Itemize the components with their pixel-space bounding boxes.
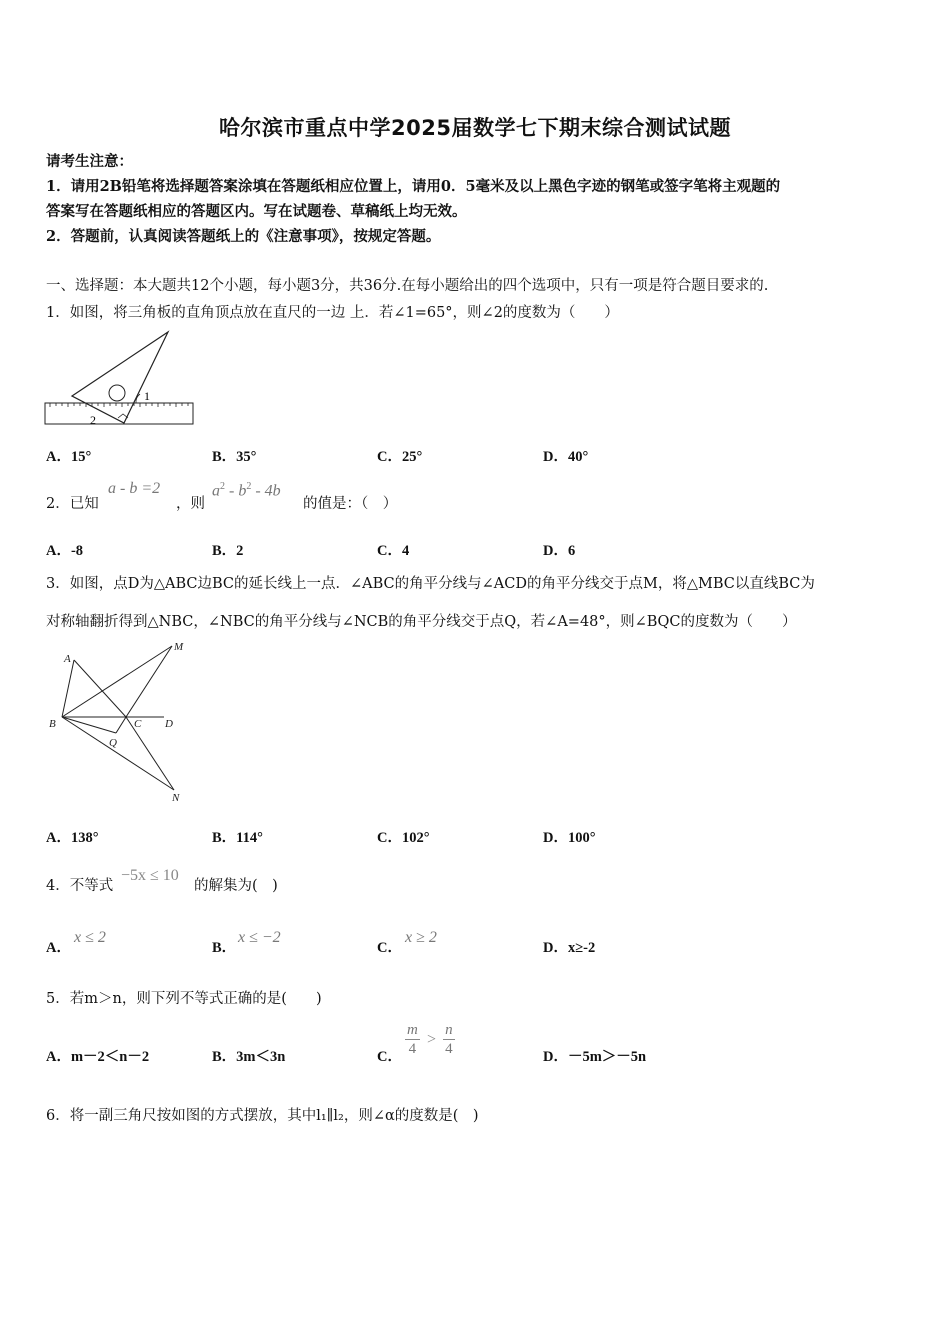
q4-option-d[interactable]: D．x≥-2 [543,940,596,956]
q6-stem: 6．将一副三角尺按如图的方式摆放，其中l₁∥l₂，则∠α的度数是( ) [46,1108,479,1124]
q3-option-a[interactable]: A．138° [46,830,99,846]
page-title: 哈尔滨市重点中学2025届数学七下期末综合测试试题 [219,116,731,140]
q3-stem-line-2: 对称轴翻折得到△NBC，∠NBC的角平分线与∠NCB的角平分线交于点Q，若∠A=48°，则∠BQC的度数为（ ） [46,614,797,630]
q3-label-b: B [49,718,56,730]
q2-math-2: $a^2 - b^2 - 4b$ [212,481,281,500]
notice-heading: 请考生注意： [46,153,133,170]
q5-stem: 5．若m＞n，则下列不等式正确的是( ) [46,991,322,1007]
q4-math: −5x ≤ 10 [121,867,179,884]
q2-stem-post: 的值是：（ ） [303,496,398,512]
q5-option-b[interactable]: B．3m＜3n [212,1049,286,1065]
section-heading: 一、选择题：本大题共12个小题，每小题3分，共36分.在每小题给出的四个选项中，只有一项是符合题目要求的. [46,278,769,294]
notice-line-1: 1．请用2B铅笔将选择题答案涂填在答题纸相应位置上，请用0．5毫米及以上黑色字迹的钢笔或签字笔将主观题的 [46,178,781,195]
q1-fig-label-1: 1 [144,389,150,403]
q3-option-d[interactable]: D．100° [543,830,596,846]
q4-option-c-math: x ≥ 2 [405,929,437,946]
q2-option-b[interactable]: B．2 [212,543,244,559]
q4-option-b-label[interactable]: B． [212,940,237,956]
q4-option-a-math: x ≤ 2 [74,929,106,946]
q1-figure [40,326,200,431]
q5-option-c-label[interactable]: C． [377,1049,402,1065]
q2-option-c[interactable]: C．4 [377,543,410,559]
notice-line-3: 2．答题前，认真阅读答题纸上的《注意事项》，按规定答题。 [46,228,441,245]
q3-label-m: M [174,641,184,653]
q3-label-c: C [134,718,142,730]
q3-label-a: A [64,653,71,665]
q3-label-q: Q [109,737,117,749]
q3-stem-line-1: 3．如图，点D为△ABC边BC的延长线上一点．∠ABC的角平分线与∠ACD的角平分线交于点M，将△MBC以直线BC为 [46,576,815,592]
q2-math-1: a - b =2 [108,480,161,497]
q3-option-c[interactable]: C．102° [377,830,430,846]
q4-stem-post: 的解集为( ) [194,878,278,894]
q1-option-c[interactable]: C．25° [377,449,423,465]
q5-option-a[interactable]: A．m－2＜n－2 [46,1049,150,1065]
notice-line-2: 答案写在答题纸相应的答题区内。写在试题卷、草稿纸上均无效。 [46,203,467,220]
q1-option-b[interactable]: B．35° [212,449,257,465]
q4-option-c-label[interactable]: C． [377,940,402,956]
q2-stem-mid: ，则 [176,496,205,512]
q2-option-d[interactable]: D．6 [543,543,576,559]
q1-option-d[interactable]: D．40° [543,449,589,465]
q1-fig-label-2: 2 [90,413,96,427]
q5-option-d[interactable]: D．－5m＞－5n [543,1049,647,1065]
q1-stem: 1．如图，将三角板的直角顶点放在直尺的一边 上．若∠1=65°，则∠2的度数为（ ） [46,305,619,321]
q1-option-a[interactable]: A．15° [46,449,92,465]
q3-label-n: N [172,792,180,804]
q3-label-d: D [165,718,173,730]
q3-option-b[interactable]: B．114° [212,830,263,846]
q2-stem-pre: 2．已知 [46,496,99,512]
q5-option-c-math: $\frac{m}{4}$ > $\frac{n}{4}$ [407,1022,453,1057]
q4-stem-pre: 4．不等式 [46,878,114,894]
q4-option-a-label[interactable]: A． [46,940,71,956]
q4-option-b-math: x ≤ −2 [238,929,281,946]
q3-figure [44,638,204,808]
q2-option-a[interactable]: A．-8 [46,543,84,559]
